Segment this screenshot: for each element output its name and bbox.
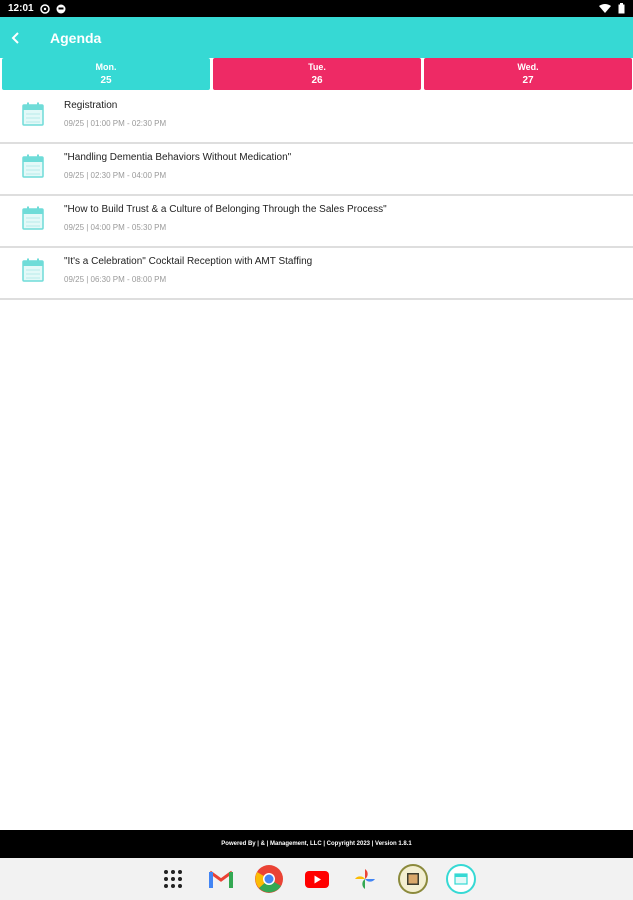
apps-grid-icon[interactable]: [157, 863, 189, 895]
tab-date: 26: [311, 75, 323, 86]
location-icon: [40, 4, 50, 14]
calendar-icon: [22, 102, 44, 126]
tab-tue[interactable]: [213, 58, 421, 90]
agenda-time: 09/25 | 02:30 PM - 04:00 PM: [64, 171, 167, 180]
status-time: 12:01: [8, 3, 34, 14]
agenda-time: 09/25 | 01:00 PM - 02:30 PM: [64, 119, 167, 128]
chevron-left-icon: [10, 32, 22, 44]
calendar-icon: [22, 206, 44, 230]
chrome-icon[interactable]: [253, 863, 285, 895]
agenda-title: Registration: [64, 100, 118, 111]
day-tabs: [0, 58, 633, 91]
list-item[interactable]: [0, 196, 633, 248]
agenda-time: 09/25 | 04:00 PM - 05:30 PM: [64, 223, 167, 232]
photos-icon[interactable]: [349, 863, 381, 895]
gallery-icon[interactable]: [397, 863, 429, 895]
agenda-title: "Handling Dementia Behaviors Without Medication": [64, 152, 292, 163]
battery-icon: [618, 3, 625, 14]
youtube-icon[interactable]: [301, 863, 333, 895]
gmail-icon[interactable]: [205, 863, 237, 895]
list-item[interactable]: [0, 92, 633, 144]
event-app-icon[interactable]: [445, 863, 477, 895]
tab-dow: Wed.: [517, 62, 539, 72]
tab-dow: Mon.: [95, 62, 117, 72]
agenda-title: "How to Build Trust & a Culture of Belonging Through the Sales Process": [64, 204, 387, 215]
app-bar: [0, 17, 633, 58]
tab-date: 25: [100, 75, 112, 86]
footer-text: Powered By | & | Management, LLC | Copyright 2023 | Version 1.8.1: [221, 841, 412, 847]
wifi-icon: [599, 4, 611, 14]
agenda-title: "It's a Celebration" Cocktail Reception with AMT Staffing: [64, 256, 313, 267]
footer: [0, 830, 633, 858]
tab-mon[interactable]: [2, 58, 210, 90]
tab-dow: Tue.: [308, 62, 326, 72]
list-item[interactable]: [0, 144, 633, 196]
agenda-time: 09/25 | 06:30 PM - 08:00 PM: [64, 275, 167, 284]
app-dock: [0, 858, 633, 900]
page-title: Agenda: [50, 29, 102, 46]
back-button[interactable]: [4, 26, 28, 50]
list-item[interactable]: [0, 248, 633, 300]
tab-wed[interactable]: [424, 58, 632, 90]
status-bar: [0, 0, 633, 17]
android-icon: [56, 4, 66, 14]
calendar-icon: [22, 154, 44, 178]
agenda-list: [0, 92, 633, 300]
calendar-icon: [22, 258, 44, 282]
tab-date: 27: [522, 75, 534, 86]
